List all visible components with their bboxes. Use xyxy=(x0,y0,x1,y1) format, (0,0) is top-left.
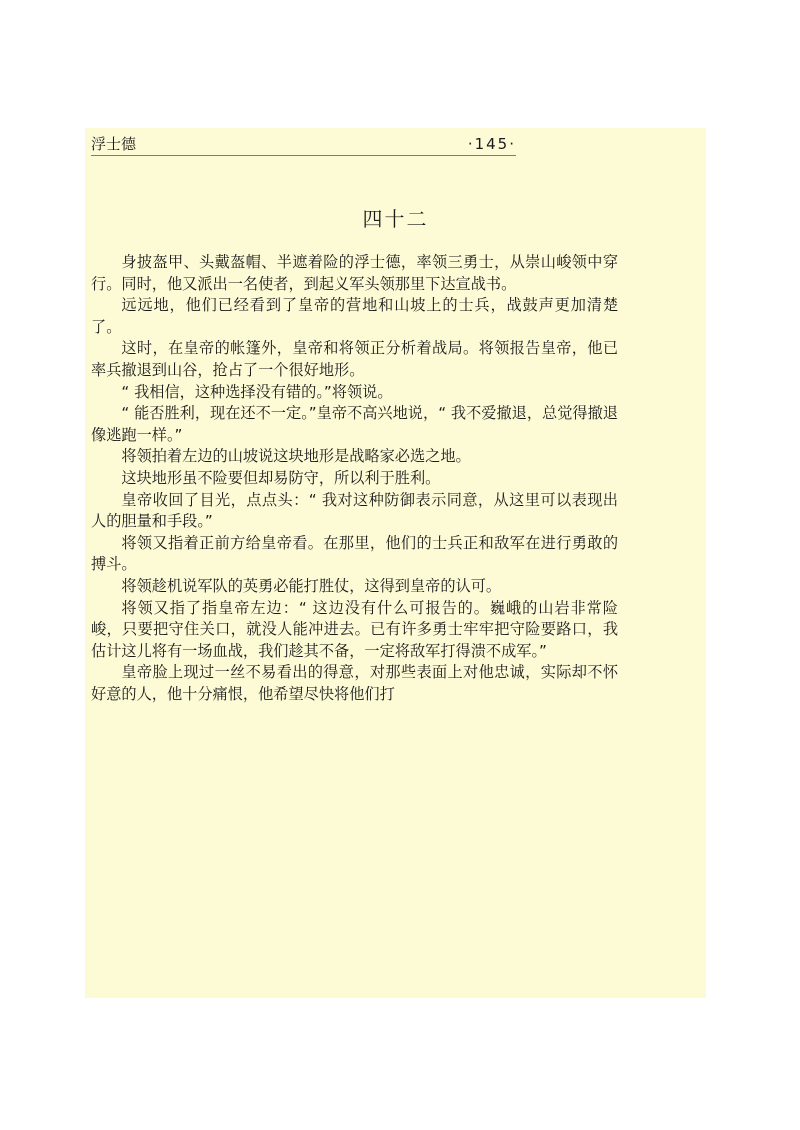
paragraph: 远远地，他们已经看到了皇帝的营地和山坡上的士兵，战鼓声更加清楚了。 xyxy=(91,296,618,336)
paragraph: 将领趁机说军队的英勇必能打胜仗，这得到皇帝的认可。 xyxy=(121,576,502,595)
page-number: ·145· xyxy=(467,135,516,153)
body-text xyxy=(91,252,618,705)
paragraph: “ 我相信，这种选择没有错的。”将领说。 xyxy=(121,382,393,401)
header-rule xyxy=(91,155,516,156)
paragraph: 将领拍着左边的山坡说这块地形是战略家必选之地。 xyxy=(121,447,471,466)
paragraph: 身披盔甲、头戴盔帽、半遮着险的浮士德，率领三勇士，从崇山峻领中穿行。同时，他又派出一名使者，到起义军头领那里下达宣战书。 xyxy=(91,253,618,293)
chapter-title: 四十二 xyxy=(362,207,429,231)
book-title: 浮士德 xyxy=(91,135,137,153)
paragraph: “ 能否胜利，现在还不一定。”皇帝不高兴地说，“ 我不爱撤退，总觉得撤退像逃跑一样。” xyxy=(91,404,618,444)
running-header xyxy=(91,134,516,156)
paragraph: 皇帝脸上现过一丝不易看出的得意，对那些表面上对他忠诚，实际却不怀好意的人，他十分痛恨，他希望尽快将他们打 xyxy=(91,663,618,703)
paragraph: 这块地形虽不险要但却易防守，所以利于胜利。 xyxy=(121,468,441,487)
paragraph: 将领又指了指皇帝左边：“ 这边没有什么可报告的。巍峨的山岩非常险峻，只要把守住关口，就没人能冲进去。已有许多勇士牢牢把守险要路口，我估计这儿将有一场血战，我们趁其不备，一定将敌军打得溃不成军。” xyxy=(91,598,618,660)
paragraph: 将领又指着正前方给皇帝看。在那里，他们的士兵正和敌军在进行勇敢的搏斗。 xyxy=(91,533,618,574)
paragraph: 皇帝收回了目光，点点头：“ 我对这种防御表示同意，从这里可以表现出人的胆量和手段。” xyxy=(91,490,618,531)
paragraph: 这时，在皇帝的帐篷外，皇帝和将领正分析着战局。将领报告皇帝，他已率兵撤退到山谷，抢占了一个很好地形。 xyxy=(91,339,618,379)
